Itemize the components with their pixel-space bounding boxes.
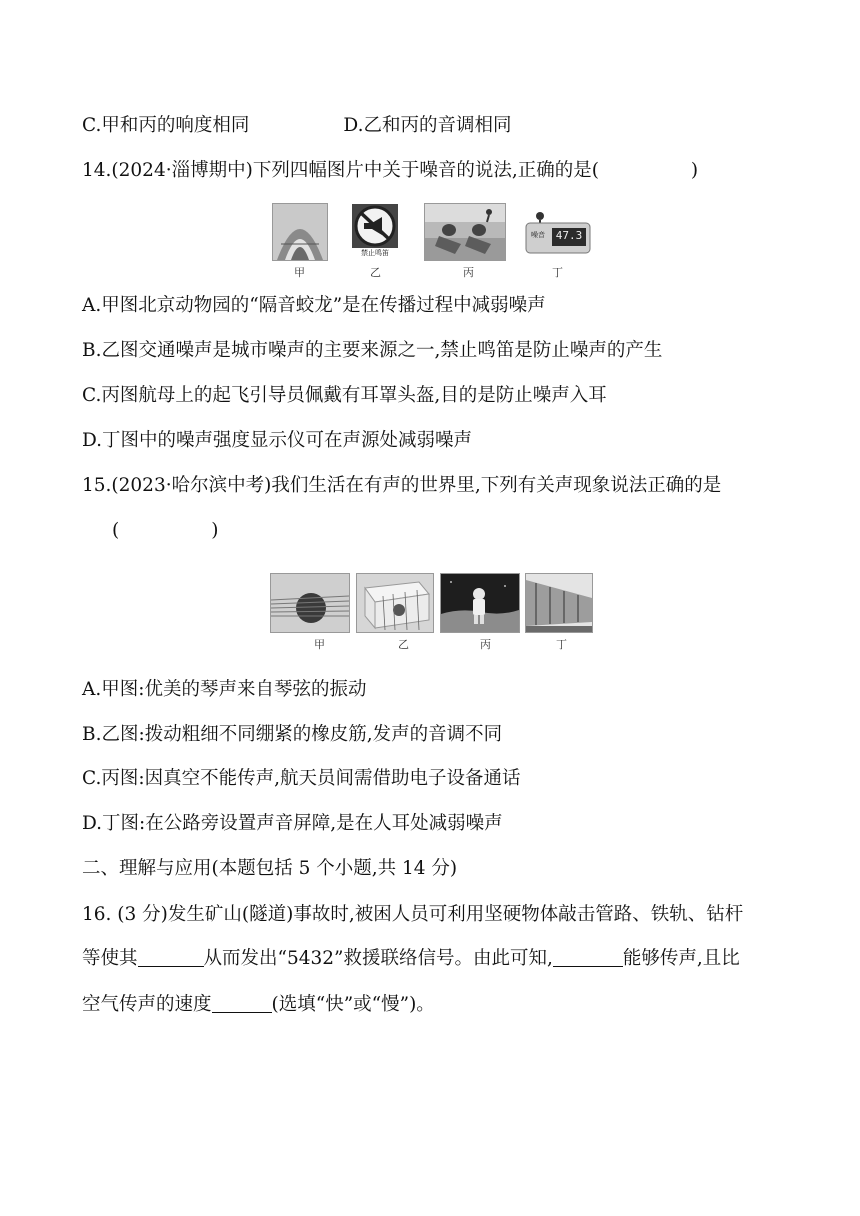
q16-text-e: (选填“快”或“慢”)。 (271, 994, 435, 1015)
q14-option-c: C.丙图航母上的起飞引导员佩戴有耳罩头盔,目的是防止噪声入耳 (82, 385, 607, 406)
q16-text-c: 能够传声,且比 (622, 948, 740, 969)
q13-option-c: C.甲和丙的响度相同 (82, 115, 250, 136)
no-honking-caption: 禁止鸣笛 (361, 249, 389, 257)
q15-answer-paren (112, 518, 218, 544)
q15-label-ding: 丁 (556, 638, 567, 651)
q14-label-ding: 丁 (552, 266, 563, 279)
q15-option-b: B.乙图:拨动粗细不同绷紧的橡皮筋,发声的音调不同 (82, 724, 503, 745)
q14-stem (82, 158, 698, 184)
q14-image-yi (350, 203, 400, 259)
q14-label-bing: 丙 (463, 266, 474, 279)
q14-image-ding (524, 211, 592, 255)
q15-label-bing: 丙 (480, 638, 491, 651)
q15-figure (270, 573, 592, 651)
q14-stem-text: 14.(2024·淄博期中)下列四幅图片中关于噪音的说法,正确的是( (82, 160, 599, 181)
q15-paren-right: ) (211, 520, 219, 541)
q16-blank-1[interactable] (138, 948, 204, 967)
q13-option-d: D.乙和丙的音调相同 (343, 115, 512, 136)
q14-figure (272, 203, 592, 279)
q14-image-bing (424, 203, 506, 261)
q13-options-row (82, 113, 511, 139)
q16-line-1: 16. (3 分)发生矿山(隧道)事故时,被困人员可利用坚硬物体敲击管路、铁轨、钻杆 (82, 904, 744, 925)
q16-text-d: 空气传声的速度 (82, 994, 212, 1015)
q16-blank-2[interactable] (553, 948, 623, 967)
q14-label-yi: 乙 (370, 266, 381, 279)
meter-label: 噪音 (531, 231, 545, 239)
q14-image-jia (272, 203, 328, 261)
q15-label-jia: 甲 (314, 638, 325, 651)
q15-label-yi: 乙 (398, 638, 409, 651)
q14-option-d: D.丁图中的噪声强度显示仪可在声源处减弱噪声 (82, 430, 473, 451)
q15-image-yi (356, 573, 434, 633)
q15-paren-left: ( (112, 520, 120, 541)
q16-line-3 (82, 992, 435, 1018)
q14-stem-paren: ) (690, 160, 699, 181)
q14-label-jia: 甲 (294, 266, 305, 279)
q14-option-a: A.甲图北京动物园的“隔音蛟龙”是在传播过程中减弱噪声 (82, 295, 546, 316)
q16-text-b: 从而发出“5432”救援联络信号。由此可知, (203, 948, 553, 969)
q15-image-bing (440, 573, 520, 633)
q14-option-b: B.乙图交通噪声是城市噪声的主要来源之一,禁止鸣笛是防止噪声的产生 (82, 340, 663, 361)
q16-line-2 (82, 946, 740, 972)
q15-option-a: A.甲图:优美的琴声来自琴弦的振动 (82, 679, 367, 700)
q15-image-jia (270, 573, 350, 633)
section-heading: 二、理解与应用(本题包括 5 个小题,共 14 分) (82, 858, 458, 879)
q15-option-c: C.丙图:因真空不能传声,航天员间需借助电子设备通话 (82, 768, 521, 789)
q15-option-d: D.丁图:在公路旁设置声音屏障,是在人耳处减弱噪声 (82, 813, 503, 834)
q15-stem: 15.(2023·哈尔滨中考)我们生活在有声的世界里,下列有关声现象说法正确的是 (82, 475, 722, 496)
q15-image-ding (525, 573, 593, 633)
meter-value: 47.3 (555, 229, 583, 242)
q16-text-a: 等使其 (82, 948, 138, 969)
q16-blank-3[interactable] (212, 994, 272, 1013)
